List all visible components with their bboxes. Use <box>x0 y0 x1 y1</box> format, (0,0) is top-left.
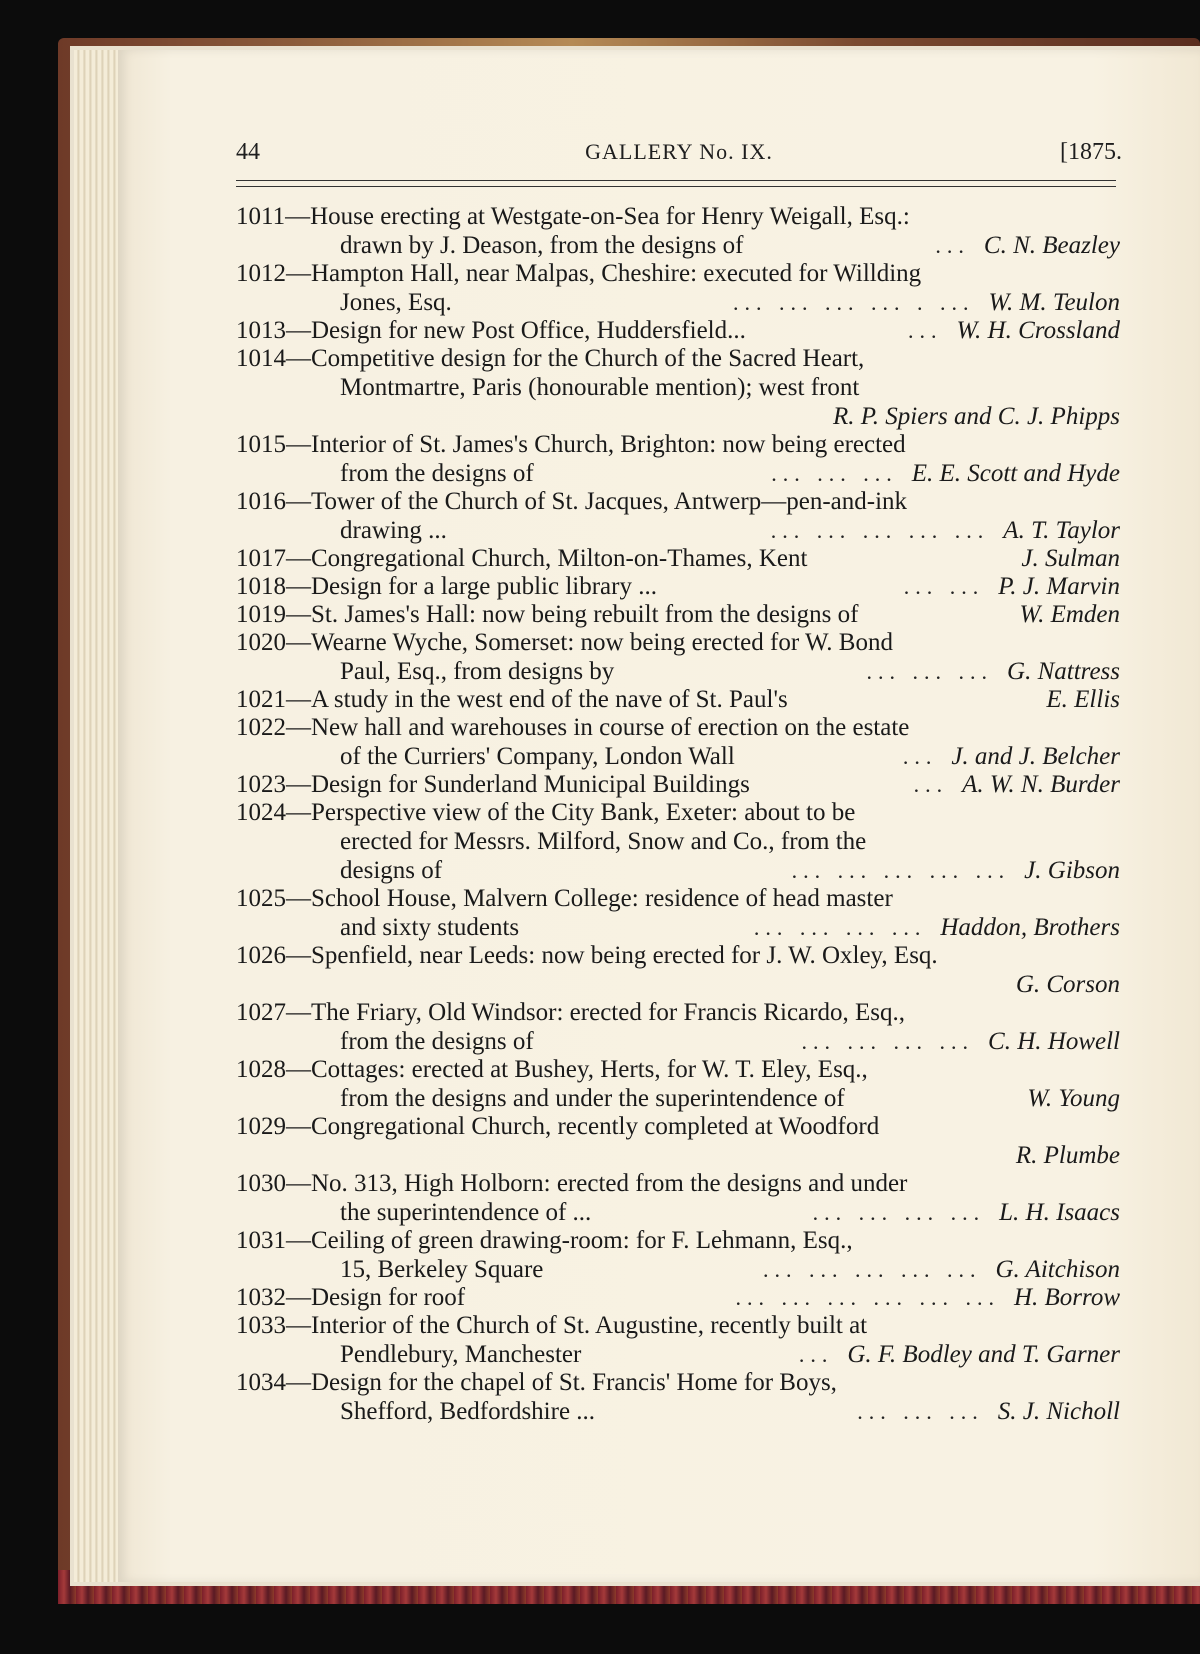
catalogue-entry-1016 <box>236 488 1120 545</box>
entry-continuation <box>236 1397 1120 1426</box>
catalogue-entry-1024 <box>236 799 1120 885</box>
entry-continuation <box>236 516 1120 545</box>
catalogue-entry-1026 <box>236 942 1120 999</box>
entry-architect: P. J. Marvin <box>998 573 1120 600</box>
entry-right <box>723 1284 1120 1312</box>
leader-dots: ... <box>908 318 943 343</box>
entry-title: 1017—Congregational Church, Milton-on-Thames, Kent <box>236 545 808 572</box>
catalogue-entry-1030 <box>236 1170 1120 1227</box>
entry-architect: E. Ellis <box>1046 686 1120 713</box>
entry-right <box>759 459 1120 488</box>
entry-text: and sixty students <box>340 914 520 941</box>
catalogue-entry-1014 <box>236 345 1120 431</box>
entry-architect: G. Corson <box>1015 971 1120 998</box>
entry-continuation <box>236 1198 1120 1227</box>
header-rule-top <box>236 180 1116 181</box>
leader-dots: ... ... ... ... ... ... <box>735 1285 1000 1310</box>
entry-line <box>236 601 1120 629</box>
leader-dots: ... ... ... ... <box>812 1200 986 1225</box>
catalogue-entry-1020 <box>236 629 1120 686</box>
entry-line <box>236 573 1120 601</box>
catalogue-entry-1028 <box>236 1056 1120 1113</box>
entry-architect: Haddon, Brothers <box>940 914 1120 941</box>
entry-right <box>1027 1084 1120 1113</box>
entry-title: 1014—Competitive design for the Church of the Sacred Heart, <box>236 345 865 372</box>
leader-dots: ... ... ... ... <box>801 1029 975 1054</box>
entry-architect: W. Emden <box>1019 601 1120 628</box>
entry-title: 1023—Design for Sunderland Municipal Buildings <box>236 771 750 798</box>
leader-dots: ... ... ... ... ... <box>791 858 1011 883</box>
entry-continuation <box>236 459 1120 488</box>
entry-continuation <box>236 231 1120 260</box>
entry-continuation <box>236 657 1120 686</box>
entry-line <box>236 771 1120 799</box>
catalogue-entry-1011 <box>236 203 1120 260</box>
entry-title: 1034—Design for the chapel of St. Francis' Home for Boys, <box>236 1369 837 1396</box>
entry-right <box>1021 545 1120 573</box>
catalogue-entry-1027 <box>236 999 1120 1056</box>
entry-architect: L. H. Isaacs <box>999 1199 1120 1226</box>
catalogue-entry-1033 <box>236 1312 1120 1369</box>
entry-title: 1016—Tower of the Church of St. Jacques, Antwerp—pen-and-ink <box>236 488 908 515</box>
entry-right <box>855 657 1120 686</box>
leader-dots: ... ... ... <box>771 461 898 486</box>
entry-title: 1012—Hampton Hall, near Malpas, Cheshire: executed for Willding <box>236 260 922 287</box>
entry-right <box>902 771 1120 799</box>
entry-text: designs of <box>340 857 443 884</box>
entry-title: 1011—House erecting at Westgate-on-Sea for Henry Weigall, Esq.: <box>236 203 910 230</box>
entry-text: from the designs and under the superintendence of <box>340 1085 845 1112</box>
entry-title: 1021—A study in the west end of the nave of St. Paul's <box>236 686 788 713</box>
entry-architect: J. Sulman <box>1021 545 1120 572</box>
page-edges <box>74 50 120 1582</box>
entry-right <box>891 742 1120 771</box>
header-rule-bottom <box>236 186 1116 187</box>
catalogue-entry-1012 <box>236 260 1120 317</box>
entry-title: 1022—New hall and warehouses in course of erection on the estate <box>236 714 910 741</box>
catalogue-entry-1031 <box>236 1227 1120 1284</box>
entry-right <box>751 1255 1120 1284</box>
catalogue-year: [1875. <box>1060 139 1122 165</box>
entry-architect: R. Plumbe <box>1015 1142 1120 1169</box>
catalogue-entries <box>236 203 1120 1426</box>
entry-text: the superintendence of ... <box>340 1199 592 1226</box>
gallery-title: GALLERY No. IX. <box>585 139 773 164</box>
entry-architect: G. Aitchison <box>995 1256 1120 1283</box>
entry-architect: R. P. Spiers and C. J. Phipps <box>832 403 1120 430</box>
entry-line <box>236 545 1120 573</box>
entry-continuation <box>236 373 1120 402</box>
entry-architect-line <box>236 402 1120 431</box>
entry-continuation <box>236 1255 1120 1284</box>
entry-right <box>759 516 1120 545</box>
entry-text: Montmartre, Paris (honourable mention); west front <box>340 374 860 401</box>
entry-right <box>1046 686 1120 714</box>
leader-dots: ... <box>798 1342 834 1367</box>
entry-right <box>780 856 1120 885</box>
entry-right <box>721 288 1120 317</box>
leader-dots: ... ... ... ... ... <box>762 1257 982 1282</box>
entry-title: 1031—Ceiling of green drawing-room: for F. Lehmann, Esq., <box>236 1227 853 1254</box>
entry-right <box>1020 601 1120 629</box>
entry-continuation <box>236 1027 1120 1056</box>
entry-continuation <box>236 742 1120 771</box>
entry-text: from the designs of <box>340 460 534 487</box>
entry-text: drawn by J. Deason, from the designs of <box>340 232 744 259</box>
entry-right <box>742 913 1120 942</box>
catalogue-entry-1029 <box>236 1113 1120 1170</box>
entry-title: 1013—Design for new Post Office, Huddersfield... <box>236 317 746 344</box>
entry-continuation <box>236 856 1120 885</box>
entry-title: 1027—The Friary, Old Windsor: erected for Francis Ricardo, Esq., <box>236 999 905 1026</box>
entry-title: 1029—Congregational Church, recently completed at Woodford <box>236 1113 880 1140</box>
entry-right <box>790 1027 1120 1056</box>
entry-architect: S. J. Nicholl <box>997 1398 1120 1425</box>
entry-text: Shefford, Bedfordshire ... <box>340 1398 596 1425</box>
entry-continuation <box>236 913 1120 942</box>
entry-right <box>801 1198 1120 1227</box>
catalogue-entry-1023 <box>236 771 1120 799</box>
entry-right <box>892 573 1120 601</box>
entry-continuation <box>236 288 1120 317</box>
entry-title: 1026—Spenfield, near Leeds: now being erected for J. W. Oxley, Esq. <box>236 942 938 969</box>
leader-dots: ... ... ... <box>857 1399 984 1424</box>
entry-architect: C. H. Howell <box>988 1028 1120 1055</box>
entry-line <box>236 1284 1120 1312</box>
catalogue-entry-1032 <box>236 1284 1120 1312</box>
entry-architect: A. T. Taylor <box>1003 517 1120 544</box>
entry-right <box>896 317 1120 345</box>
entry-title: 1032—Design for roof <box>236 1284 466 1311</box>
leader-dots: ... ... ... ... <box>753 915 927 940</box>
catalogue-entry-1025 <box>236 885 1120 942</box>
entry-architect: J. and J. Belcher <box>951 743 1120 770</box>
leader-dots: ... <box>913 772 949 797</box>
entry-title: 1025—School House, Malvern College: residence of head master <box>236 885 893 912</box>
leader-dots: ... ... ... <box>866 659 994 684</box>
entry-right <box>787 1340 1120 1369</box>
entry-architect: C. N. Beazley <box>983 232 1120 259</box>
catalogue-entry-1017 <box>236 545 1120 573</box>
catalogue-entry-1015 <box>236 431 1120 488</box>
entry-title: 1019—St. James's Hall: now being rebuilt from the designs of <box>236 601 859 628</box>
entry-continuation: erected for Messrs. Milford, Snow and Co., from the <box>340 828 867 855</box>
leader-dots: ... <box>902 744 938 769</box>
leader-dots: ... ... ... ... ... <box>770 518 990 543</box>
entry-title: 1024—Perspective view of the City Bank, Exeter: about to be <box>236 799 856 826</box>
entry-right <box>923 231 1120 260</box>
leader-dots: ... <box>935 233 970 258</box>
leader-dots: ... ... ... ... . ... <box>732 290 975 315</box>
entry-architect: W. H. Crossland <box>956 317 1120 344</box>
entry-text: drawing ... <box>340 517 447 544</box>
entry-architect: G. F. Bodley and T. Garner <box>847 1341 1120 1368</box>
entry-title: 1028—Cottages: erected at Bushey, Herts, for W. T. Eley, Esq., <box>236 1056 868 1083</box>
catalogue-entry-1013 <box>236 317 1120 345</box>
entry-text: Jones, Esq. <box>340 289 452 316</box>
page-number: 44 <box>236 139 260 165</box>
entry-continuation <box>236 1084 1120 1113</box>
entry-text: of the Curriers' Company, London Wall <box>340 743 735 770</box>
entry-architect: W. M. Teulon <box>988 289 1120 316</box>
entry-title: 1015—Interior of St. James's Church, Brighton: now being erected <box>236 431 906 458</box>
entry-title: 1020—Wearne Wyche, Somerset: now being erected for W. Bond <box>236 629 893 656</box>
catalogue-entry-1022 <box>236 714 1120 771</box>
entry-title: 1033—Interior of the Church of St. Augustine, recently built at <box>236 1312 868 1339</box>
entry-architect-line <box>236 970 1120 999</box>
catalogue-entry-1019 <box>236 601 1120 629</box>
entry-architect: W. Young <box>1027 1085 1120 1112</box>
entry-architect: J. Gibson <box>1024 857 1120 884</box>
entry-continuation <box>236 1340 1120 1369</box>
entry-title: 1030—No. 313, High Holborn: erected from the designs and under <box>236 1170 908 1197</box>
leader-dots: ... ... <box>903 574 985 599</box>
entry-text: 15, Berkeley Square <box>340 1256 544 1283</box>
catalogue-entry-1018 <box>236 573 1120 601</box>
entry-architect-line <box>236 1141 1120 1170</box>
catalogue-entry-1021 <box>236 686 1120 714</box>
entry-line <box>236 317 1120 345</box>
entry-line <box>236 686 1120 714</box>
entry-text: Paul, Esq., from designs by <box>340 658 615 685</box>
entry-right <box>845 1397 1120 1426</box>
entry-architect: A. W. N. Burder <box>962 771 1120 798</box>
entry-text: from the designs of <box>340 1028 534 1055</box>
entry-title: 1018—Design for a large public library ... <box>236 573 657 600</box>
entry-text: Pendlebury, Manchester <box>340 1341 582 1368</box>
entry-architect: G. Nattress <box>1007 658 1120 685</box>
entry-architect: E. E. Scott and Hyde <box>911 460 1120 487</box>
entry-architect: H. Borrow <box>1013 1284 1120 1311</box>
page-header <box>236 135 1122 175</box>
catalogue-entry-1034 <box>236 1369 1120 1426</box>
